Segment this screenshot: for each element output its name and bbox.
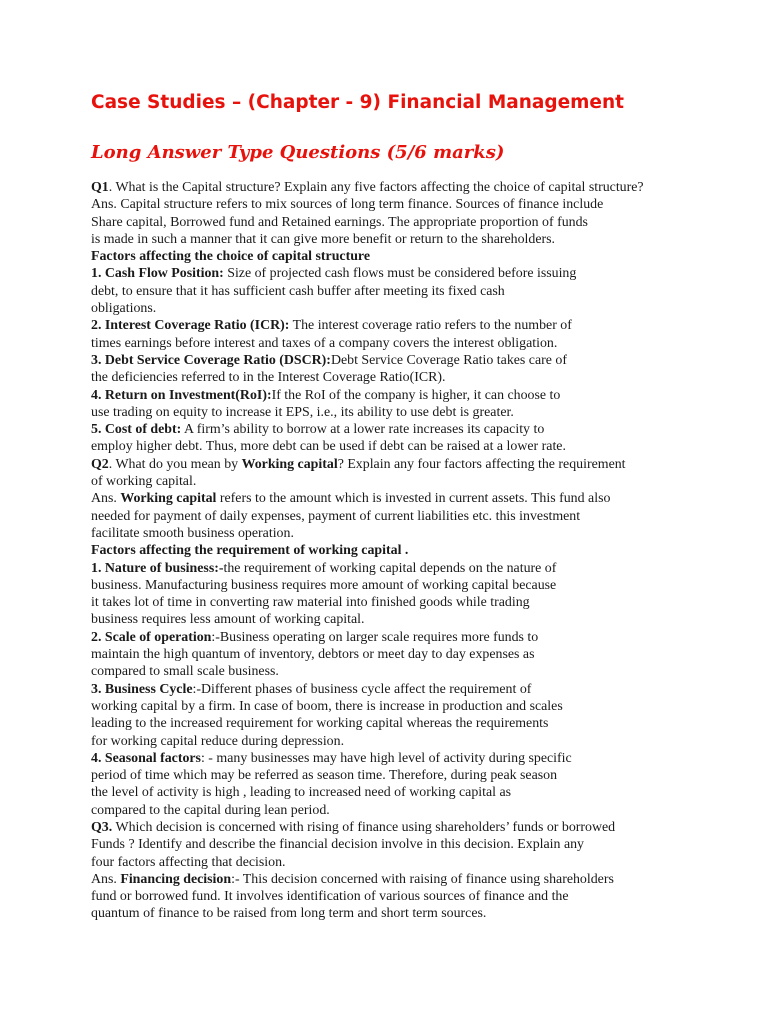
text-run: debt, to ensure that it has sufficient cash buffer after meeting its fixed cash [91, 283, 505, 299]
text-run: business. Manufacturing business requires more amount of working capital because [91, 577, 557, 593]
bold-text-run: Factors affecting the choice of capital structure [91, 249, 371, 265]
text-run: working capital by a firm. In case of boom, there is increase in production and scales [91, 698, 563, 714]
text-line [91, 317, 691, 334]
text-run: compared to the capital during lean period. [91, 802, 330, 818]
document-body [91, 179, 691, 923]
text-line [91, 819, 691, 836]
text-run: . What is the Capital structure? Explain any five factors affecting the choice of capital structure? [108, 180, 644, 195]
text-line [91, 802, 691, 819]
text-line [91, 508, 691, 525]
text-run: If the RoI of the company is higher, it can choose to [271, 387, 561, 403]
text-line [91, 300, 691, 317]
bold-text-run: Q2 [91, 456, 109, 472]
text-line [91, 421, 691, 438]
text-line [91, 871, 691, 888]
text-line [91, 784, 691, 801]
text-run: period of time which may be referred as season time. Therefore, during peak season [91, 768, 558, 784]
bold-text-run: 1. Cash Flow Position: [91, 266, 224, 282]
text-line [91, 611, 691, 628]
text-line [91, 767, 691, 784]
text-run: the requirement of working capital depends on the nature of [223, 560, 557, 576]
text-line [91, 733, 691, 750]
text-line [91, 265, 691, 282]
text-run: compared to small scale business. [91, 664, 279, 680]
text-line [91, 577, 691, 594]
text-run: business requires less amount of working capital. [91, 612, 365, 628]
text-line [91, 888, 691, 905]
text-run: maintain the high quantum of inventory, debtors or meet day to day expenses as [91, 647, 535, 663]
document-title: Case Studies – (Chapter - 9) Financial Management [91, 92, 624, 113]
text-run: of working capital. [91, 474, 197, 490]
text-run: is made in such a manner that it can give more benefit or return to the shareholders. [91, 231, 556, 247]
text-run: Ans. [91, 871, 121, 887]
text-run: leading to the increased requirement for working capital whereas the requirements [91, 716, 549, 732]
text-line [91, 179, 691, 196]
text-line [91, 646, 691, 663]
text-line [91, 681, 691, 698]
bold-text-run: 1. Nature of business:- [91, 560, 224, 576]
bold-text-run: 4. Return on Investment(RoI): [91, 387, 272, 403]
text-line [91, 335, 691, 352]
text-run: needed for payment of daily expenses, payment of current liabilities etc. this investment [91, 508, 581, 524]
text-line [91, 248, 691, 265]
text-run: :- This decision concerned with raising of finance using shareholders [231, 871, 614, 887]
text-line [91, 542, 691, 559]
bold-text-run: Working capital [241, 456, 338, 472]
text-run: Size of projected cash flows must be considered before issuing [223, 266, 577, 282]
bold-text-run: Working capital [120, 491, 217, 507]
text-run: for working capital reduce during depression. [91, 733, 345, 749]
text-line [91, 715, 691, 732]
bold-text-run: 2. Scale of operation [91, 629, 212, 645]
text-run: Which decision is concerned with rising of finance using shareholders’ funds or borrowed [112, 819, 616, 835]
bold-text-run: Q3. [91, 819, 113, 835]
text-line [91, 438, 691, 455]
text-line [91, 214, 691, 231]
text-run: Funds ? Identify and describe the financial decision involve in this decision. Explain any [91, 837, 584, 853]
bold-text-run: 3. Debt Service Coverage Ratio (DSCR): [91, 352, 331, 368]
text-line [91, 283, 691, 300]
text-line [91, 196, 691, 213]
text-run: obligations. [91, 301, 157, 317]
bold-text-run: 4. Seasonal factors [91, 750, 201, 766]
text-line [91, 560, 691, 577]
text-run: The interest coverage ratio refers to the number of [289, 318, 572, 334]
bold-text-run: Q1 [91, 180, 109, 195]
text-line [91, 594, 691, 611]
text-run: use trading on equity to increase it EPS, i.e., its ability to use debt is greater. [91, 404, 514, 420]
text-run: Share capital, Borrowed fund and Retained earnings. The appropriate proportion of funds [91, 214, 588, 230]
text-run: four factors affecting that decision. [91, 854, 286, 870]
text-line [91, 663, 691, 680]
text-run: :-Business operating on larger scale requires more funds to [211, 629, 539, 645]
text-run: : - many businesses may have high level of activity during specific [200, 750, 572, 766]
text-run: the level of activity is high , leading to increased need of working capital as [91, 785, 512, 801]
text-line [91, 369, 691, 386]
text-run: employ higher debt. Thus, more debt can be used if debt can be raised at a lower rate. [91, 439, 566, 455]
text-run: fund or borrowed fund. It involves identification of various sources of finance and the [91, 889, 569, 905]
bold-text-run: 5. Cost of debt: [91, 422, 182, 438]
text-run: ? Explain any four factors affecting the requirement [337, 456, 626, 472]
text-line [91, 352, 691, 369]
text-run: Ans. [91, 491, 121, 507]
text-run: :-Different phases of business cycle affect the requirement of [192, 681, 532, 697]
text-line [91, 629, 691, 646]
text-run: it takes lot of time in converting raw material into finished goods while trading [91, 595, 530, 611]
text-run: refers to the amount which is invested in current assets. This fund also [216, 491, 611, 507]
text-line [91, 836, 691, 853]
text-line [91, 854, 691, 871]
text-run: A firm’s ability to borrow at a lower rate increases its capacity to [181, 422, 545, 438]
text-line [91, 473, 691, 490]
text-line [91, 404, 691, 421]
text-run: . What do you mean by [108, 456, 242, 472]
text-line [91, 905, 691, 922]
document-subtitle: Long Answer Type Questions (5/6 marks) [91, 142, 505, 163]
text-run: times earnings before interest and taxes of a company covers the interest obligation. [91, 335, 558, 351]
text-line [91, 231, 691, 248]
text-run: facilitate smooth business operation. [91, 525, 294, 541]
text-line [91, 698, 691, 715]
text-line [91, 490, 691, 507]
bold-text-run: Factors affecting the requirement of working capital . [91, 543, 409, 559]
bold-text-run: Financing decision [120, 871, 232, 887]
text-line [91, 387, 691, 404]
text-run: Ans. Capital structure refers to mix sources of long term finance. Sources of finance include [91, 197, 604, 213]
text-run: Debt Service Coverage Ratio takes care of [330, 352, 567, 368]
bold-text-run: 3. Business Cycle [91, 681, 193, 697]
text-line [91, 525, 691, 542]
text-run: quantum of finance to be raised from long term and short term sources. [91, 906, 487, 922]
text-run: the deficiencies referred to in the Interest Coverage Ratio(ICR). [91, 370, 446, 386]
text-line [91, 750, 691, 767]
text-line [91, 456, 691, 473]
bold-text-run: 2. Interest Coverage Ratio (ICR): [91, 318, 290, 334]
